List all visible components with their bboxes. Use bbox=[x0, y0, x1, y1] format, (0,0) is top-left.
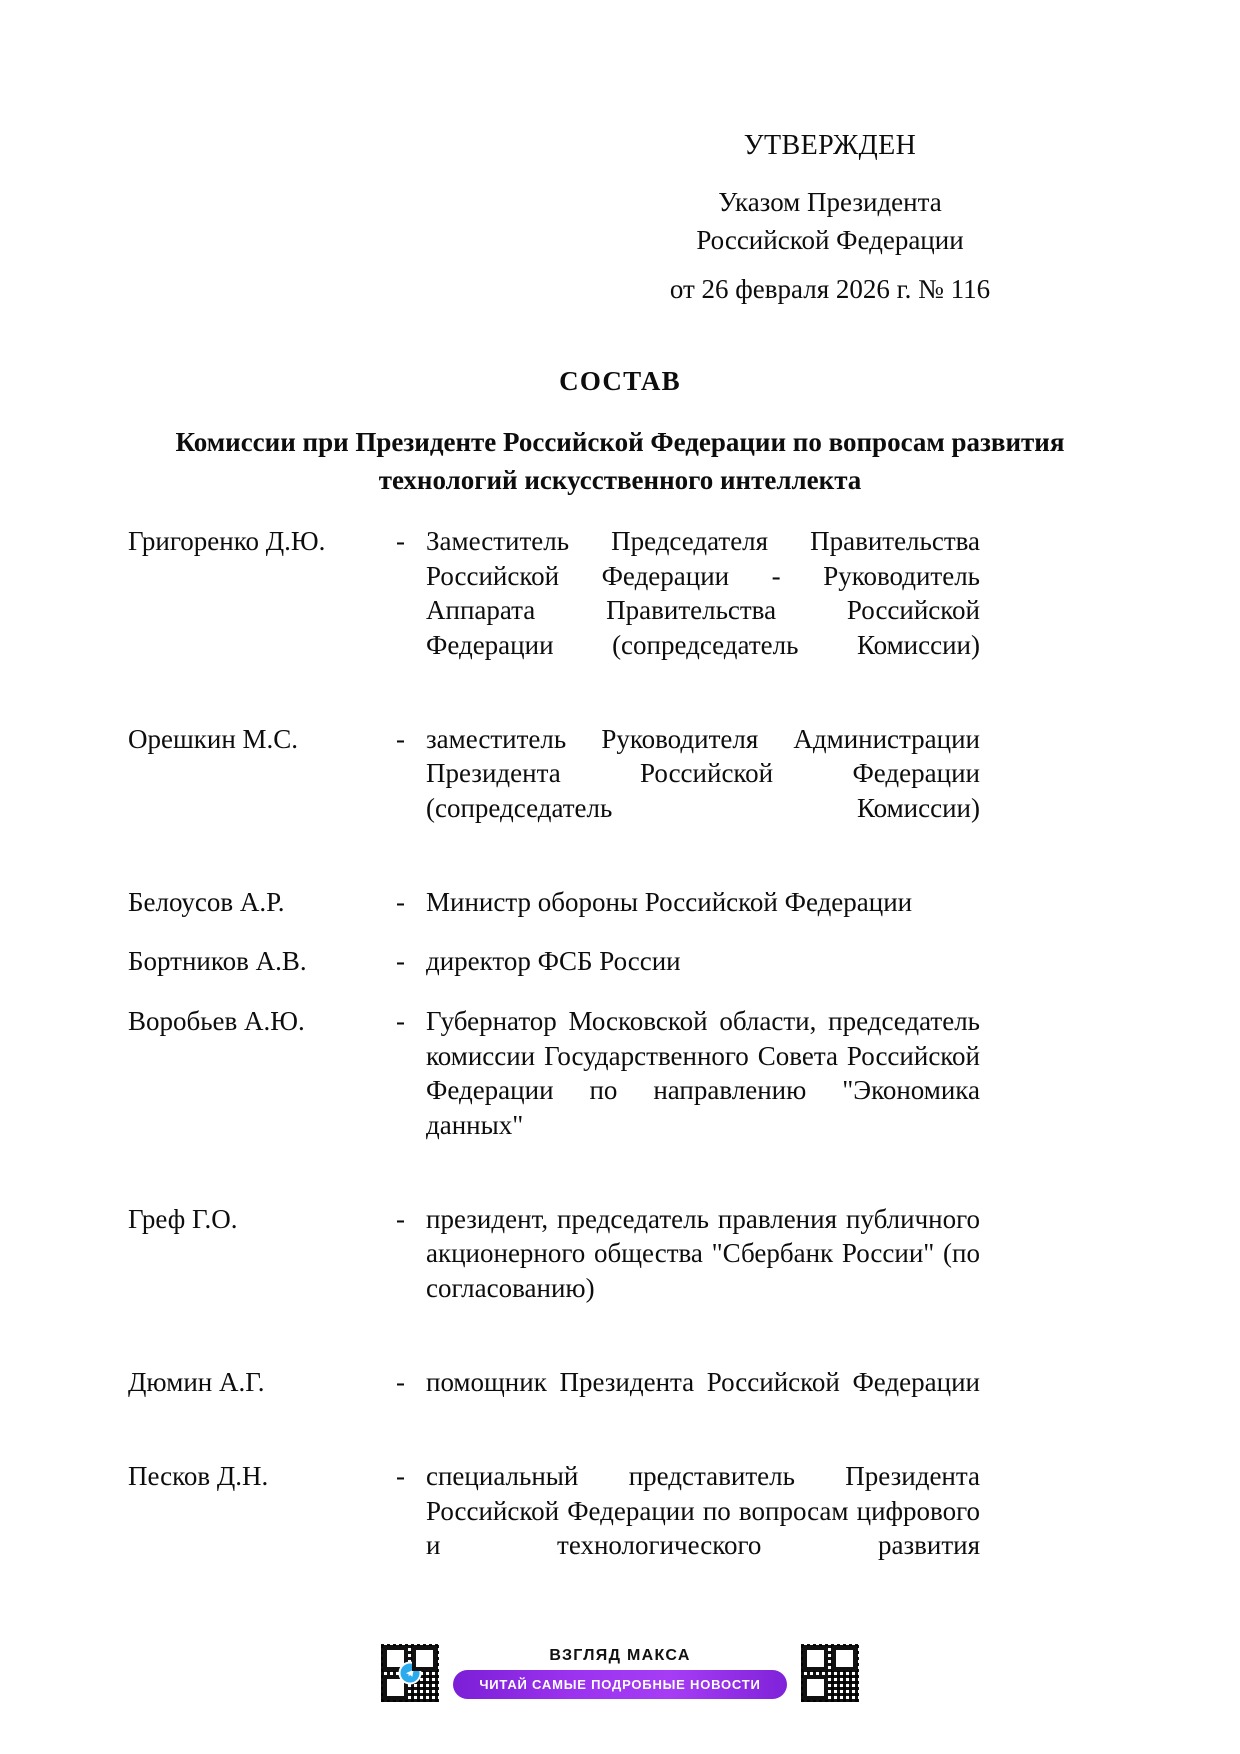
heading-kind: СОСТАВ bbox=[559, 366, 681, 396]
member-row bbox=[128, 885, 980, 920]
member-name: Дюмин А.Г. bbox=[128, 1366, 265, 1397]
member-description: помощник Президента Российской Федерации bbox=[426, 1366, 980, 1397]
member-description: Заместитель Председателя Правительства Российской Федерации - Руководитель Аппарата Правительства Российской Федерации (сопредседатель Комиссии) bbox=[426, 526, 980, 660]
member-dash: - bbox=[396, 1461, 405, 1492]
member-row bbox=[128, 1004, 980, 1177]
member-name: Белоусов А.Р. bbox=[128, 886, 285, 917]
member-row bbox=[128, 1202, 980, 1340]
member-name: Орешкин М.С. bbox=[128, 723, 299, 754]
member-row bbox=[128, 524, 980, 697]
member-dash: - bbox=[396, 1006, 405, 1037]
member-dash: - bbox=[396, 723, 405, 754]
member-name: Бортников А.В. bbox=[128, 946, 307, 977]
document-heading bbox=[120, 366, 1120, 500]
approval-decree-line-1: Указом Президента bbox=[718, 187, 942, 217]
member-description: Губернатор Московской области, председатель комиссии Государственного Совета Российской Федерации по направлению "Экономика данных" bbox=[426, 1006, 980, 1140]
qr-code-icon[interactable] bbox=[381, 1644, 439, 1702]
member-name: Греф Г.О. bbox=[128, 1203, 238, 1234]
member-dash: - bbox=[396, 946, 405, 977]
telegram-icon bbox=[399, 1662, 422, 1685]
member-description: заместитель Руководителя Администрации Президента Российской Федерации (сопредседатель Комиссии) bbox=[426, 723, 980, 823]
approval-title: УТВЕРЖДЕН bbox=[743, 130, 917, 161]
members-list bbox=[128, 524, 980, 1597]
member-name: Воробьев А.Ю. bbox=[128, 1006, 305, 1037]
promo-text-block bbox=[453, 1647, 786, 1699]
member-description: специальный представитель Президента Российской Федерации по вопросам цифрового и технологического развития bbox=[426, 1461, 980, 1561]
member-description: директор ФСБ России bbox=[426, 946, 681, 977]
approval-date-number: от 26 февраля 2026 г. № 116 bbox=[669, 273, 991, 304]
member-row bbox=[128, 722, 980, 860]
member-description: Министр обороны Российской Федерации bbox=[426, 886, 913, 917]
member-name: Песков Д.Н. bbox=[128, 1461, 269, 1492]
promo-pill-label[interactable]: ЧИТАЙ САМЫЕ ПОДРОБНЫЕ НОВОСТИ bbox=[453, 1670, 786, 1699]
member-dash: - bbox=[396, 1366, 405, 1397]
approval-block bbox=[660, 128, 1000, 308]
member-row bbox=[128, 944, 980, 979]
member-dash: - bbox=[396, 886, 405, 917]
member-description: президент, председатель правления публичного акционерного общества "Сбербанк России" (по согласованию) bbox=[426, 1203, 980, 1303]
promo-title: ВЗГЛЯД МАКСА bbox=[549, 1647, 691, 1664]
member-dash: - bbox=[396, 1203, 405, 1234]
qr-code-icon[interactable] bbox=[801, 1644, 859, 1702]
heading-commission-name: Комиссии при Президенте Российской Федерации по вопросам развития технологий искусственного интеллекта bbox=[175, 427, 1065, 496]
member-dash: - bbox=[396, 526, 405, 556]
member-row bbox=[128, 1365, 980, 1434]
member-row bbox=[128, 1459, 980, 1597]
approval-decree-line-2: Российской Федерации bbox=[696, 225, 964, 256]
promo-watermark bbox=[0, 1644, 1240, 1702]
member-name: Григоренко Д.Ю. bbox=[128, 526, 326, 556]
